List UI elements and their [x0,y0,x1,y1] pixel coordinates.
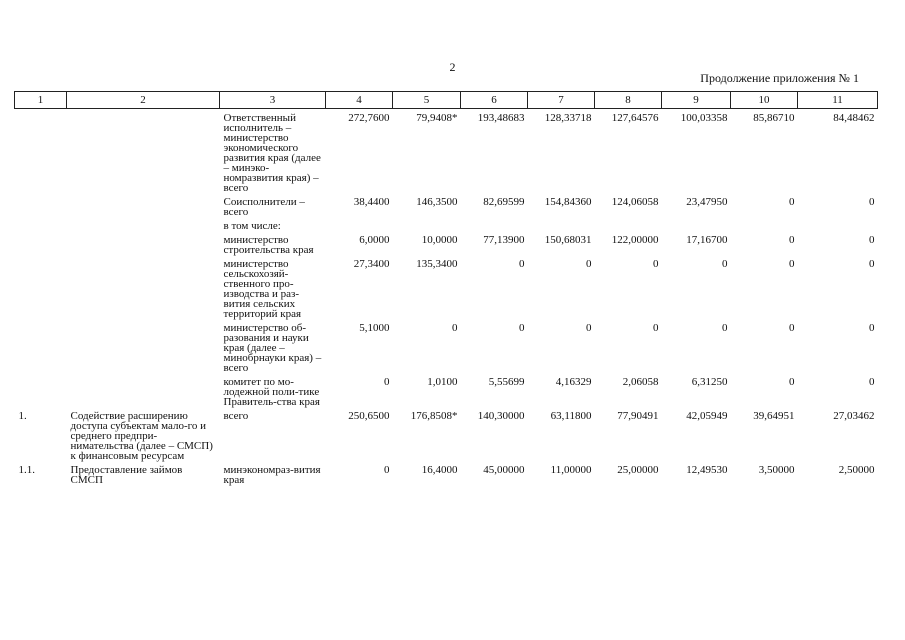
table-row [15,193,878,217]
value-cell: 0 [452,322,458,334]
column-header: 5 [393,92,461,109]
event-name-cell [67,217,220,231]
value-cell: 0 [789,322,795,334]
event-name-cell [67,231,220,255]
value-cell: 122,00000 [611,234,659,246]
event-name-cell [67,255,220,319]
value-cell: 0 [869,322,875,334]
executor-cell: министерство строительства края [223,234,314,256]
value-cell: 17,16700 [686,234,728,246]
value-cell: 0 [789,376,795,388]
value-cell: 176,8508* [410,410,458,422]
column-header: 2 [67,92,220,109]
value-cell: 154,84360 [544,196,592,208]
event-name-cell [67,109,220,194]
table-row [15,461,878,485]
value-cell: 82,69599 [483,196,525,208]
value-cell: 250,6500 [348,410,390,422]
value-cell [393,217,461,231]
column-header: 7 [528,92,595,109]
value-cell [528,217,595,231]
value-cell: 0 [519,322,525,334]
table-row [15,255,878,319]
row-number-cell [15,255,67,319]
executor-cell: минэкономраз-вития края [223,464,321,486]
value-cell: 272,7600 [348,112,390,124]
value-cell: 150,68031 [544,234,592,246]
value-cell: 127,64576 [611,112,659,124]
value-cell: 0 [653,258,659,270]
row-number-cell [15,109,67,194]
event-name-cell: Предоставление займов СМСП [70,464,183,486]
value-cell: 1,0100 [427,376,458,388]
row-number-cell [15,373,67,407]
value-cell: 2,06058 [622,376,659,388]
value-cell: 0 [384,376,390,388]
row-number-cell: 1.1. [18,464,35,476]
event-name-cell [67,193,220,217]
column-header: 11 [798,92,878,109]
value-cell: 128,33718 [544,112,592,124]
row-number-cell [15,217,67,231]
value-cell: 0 [789,196,795,208]
column-header: 10 [731,92,798,109]
table-row [15,319,878,373]
value-cell: 146,3500 [416,196,458,208]
executor-cell: Соисполнители – всего [223,196,305,218]
column-header: 1 [15,92,67,109]
value-cell: 10,0000 [421,234,458,246]
value-cell: 6,0000 [359,234,390,246]
value-cell [731,217,798,231]
value-cell: 0 [586,258,592,270]
table-row [15,217,878,231]
column-header: 9 [662,92,731,109]
value-cell: 42,05949 [686,410,728,422]
row-number-cell: 1. [18,410,27,422]
value-cell: 6,31250 [691,376,728,388]
value-cell: 23,47950 [686,196,728,208]
value-cell [595,217,662,231]
data-table [14,91,878,485]
value-cell [662,217,731,231]
column-header: 4 [326,92,393,109]
column-header: 8 [595,92,662,109]
executor-cell: министерство об-разования и науки края (далее – минобрнауки края) – всего [223,322,322,374]
executor-cell: в том числе: [223,220,281,232]
value-cell: 140,30000 [477,410,525,422]
value-cell: 0 [789,258,795,270]
value-cell: 16,4000 [421,464,458,476]
value-cell: 5,1000 [359,322,390,334]
table-row [15,109,878,194]
value-cell: 100,03358 [680,112,728,124]
event-name-cell: Содействие расширению доступа субъектам мало-го и среднего предпри-нимательства (далее – СМСП) к финансовым ресурсам [70,410,213,462]
value-cell: 84,48462 [833,112,875,124]
value-cell: 0 [789,234,795,246]
executor-cell: всего [223,410,249,422]
value-cell: 0 [519,258,525,270]
value-cell: 0 [869,258,875,270]
value-cell [461,217,528,231]
value-cell: 193,48683 [477,112,525,124]
value-cell [326,217,393,231]
value-cell: 135,3400 [416,258,458,270]
table-body [15,109,878,486]
value-cell: 2,50000 [838,464,875,476]
value-cell: 3,50000 [758,464,795,476]
table-row [15,373,878,407]
event-name-cell [67,319,220,373]
value-cell: 27,3400 [353,258,390,270]
value-cell: 0 [653,322,659,334]
row-number-cell [15,319,67,373]
value-cell: 38,4400 [353,196,390,208]
table-row [15,231,878,255]
executor-cell: комитет по мо-лодежной поли-тике Правитель-ства края [223,376,320,408]
value-cell: 0 [869,376,875,388]
value-cell: 5,55699 [488,376,525,388]
executor-cell: министерство сельскохозяй-ственного про-изводства и раз-вития сельских территорий края [223,258,302,320]
value-cell: 25,00000 [617,464,659,476]
value-cell: 77,13900 [483,234,525,246]
column-header: 3 [220,92,326,109]
value-cell: 63,11800 [550,410,592,422]
value-cell [798,217,878,231]
header-row [15,92,878,109]
value-cell: 45,00000 [483,464,525,476]
event-name-cell [67,373,220,407]
column-header: 6 [461,92,528,109]
continuation-label: Продолжение приложения № 1 [700,71,859,85]
page-number: 2 [449,60,456,74]
value-cell: 4,16329 [555,376,592,388]
value-cell: 77,90491 [617,410,659,422]
value-cell: 39,64951 [753,410,795,422]
value-cell: 0 [722,322,728,334]
executor-cell: Ответственный исполнитель – министерство экономического развития края (далее – минэко-номразвития края) – всего [223,112,321,194]
value-cell: 12,49530 [686,464,728,476]
value-cell: 0 [869,234,875,246]
value-cell: 0 [384,464,390,476]
table-row [15,407,878,461]
value-cell: 11,00000 [550,464,592,476]
value-cell: 0 [586,322,592,334]
row-number-cell [15,193,67,217]
value-cell: 79,9408* [416,112,458,124]
row-number-cell [15,231,67,255]
value-cell: 27,03462 [833,410,875,422]
value-cell: 0 [869,196,875,208]
value-cell: 85,86710 [753,112,795,124]
value-cell: 124,06058 [611,196,659,208]
value-cell: 0 [722,258,728,270]
